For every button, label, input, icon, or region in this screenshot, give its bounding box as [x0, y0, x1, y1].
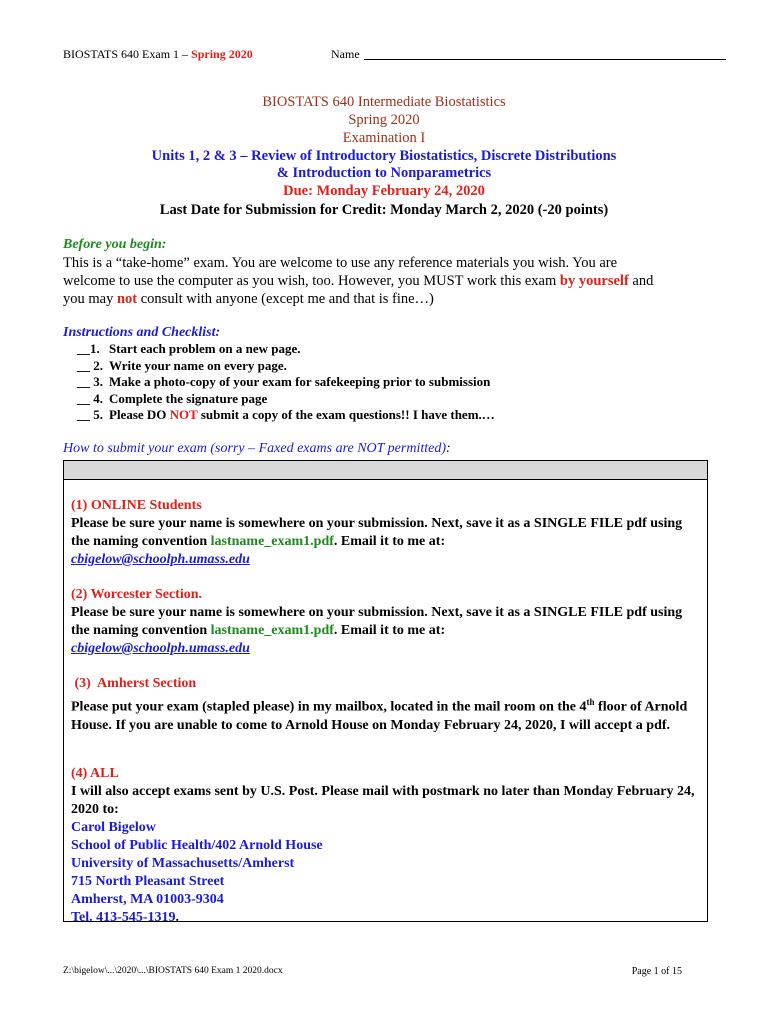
title-exam: Examination I — [342, 130, 426, 146]
checklist-number: __ 4. — [77, 390, 103, 406]
title-last-date: Last Date for Submission for Credit: Monday March 2, 2020 (-20 points) — [159, 202, 609, 218]
online-heading: (1) ONLINE Students — [71, 498, 202, 513]
worcester-email-link[interactable]: cbigelow@schoolph.umass.edu — [71, 641, 250, 656]
instructions-heading: Instructions and Checklist: — [63, 325, 221, 340]
checklist-item — [63, 341, 495, 358]
address-street: 715 North Pleasant Street — [71, 874, 225, 889]
worcester-heading: (2) Worcester Section. — [71, 587, 203, 602]
online-section — [71, 497, 701, 569]
online-text-b: . Email it to me at: — [333, 534, 446, 549]
online-filename: lastname_exam1.pdf — [210, 534, 334, 549]
address-tel-period: . — [175, 910, 179, 925]
checklist-number: __ 3. — [77, 374, 103, 390]
checklist-item — [63, 374, 495, 391]
title-units: Units 1, 2 & 3 – Review of Introductory Biostatistics, Discrete Distributions — [151, 148, 617, 164]
address-tel — [71, 909, 701, 927]
amherst-superscript: th — [586, 697, 595, 707]
amherst-instructions — [71, 693, 701, 735]
submission-box-header-band — [64, 461, 707, 480]
address-city: Amherst, MA 01003-9304 — [71, 892, 224, 907]
amherst-text-a: Please put your exam (stapled please) in my mailbox, located in the mail room on the 4 — [71, 699, 587, 715]
footer-file-path: Z:\bigelow\...\2020\...\BIOSTATS 640 Exam 1 2020.docx — [63, 966, 283, 976]
checklist — [63, 341, 495, 424]
submission-heading-colon: : — [446, 441, 451, 456]
online-email-link[interactable]: cbigelow@schoolph.umass.edu — [71, 552, 250, 567]
checklist-number: __ 5. — [77, 407, 103, 423]
online-instructions — [71, 515, 701, 551]
checklist-text: Write your name on every page. — [109, 357, 287, 373]
checklist-text: Complete the signature page — [109, 390, 268, 406]
checklist-item — [63, 407, 495, 424]
header-course: BIOSTATS 640 Exam 1 – — [63, 47, 189, 61]
address-tel-number: Tel. 413-545-1319 — [71, 910, 176, 925]
submission-box — [63, 460, 708, 925]
title-due-date: Due: Monday February 24, 2020 — [283, 183, 485, 199]
checklist-text: Start each problem on a new page. — [109, 341, 301, 356]
worcester-text-a: Please be sure your name is somewhere on your submission. Next, save it as a SINGLE FILE pdf using the naming convention — [71, 605, 683, 638]
address-name: Carol Bigelow — [71, 820, 156, 835]
address-university: University of Massachusetts/Amherst — [71, 856, 295, 871]
checklist-item — [63, 391, 495, 408]
all-section — [71, 765, 701, 927]
worcester-instructions — [71, 604, 701, 640]
checklist-number: __1. — [77, 341, 100, 356]
worcester-text-b: . Email it to me at: — [333, 623, 446, 638]
title-course: BIOSTATS 640 Intermediate Biostatistics — [262, 94, 506, 110]
online-text-a: Please be sure your name is somewhere on your submission. Next, save it as a SINGLE FILE pdf using the naming convention — [71, 516, 683, 549]
intro-text-a: This is a “take-home” exam. You are welcome to use any reference materials you wish. You are welcome to use the computer as you wish, too. However, you MUST work this exam — [63, 255, 618, 289]
name-blank-line — [364, 59, 726, 60]
title-semester: Spring 2020 — [348, 112, 420, 128]
intro-text-b: and you may — [63, 273, 654, 307]
worcester-section — [71, 586, 701, 658]
all-instructions: I will also accept exams sent by U.S. Post. Please mail with postmark no later than Monday February 24, 2020 to: — [71, 784, 695, 817]
checklist-text-cont: submit a copy of the exam questions!! I have them.… — [197, 407, 495, 423]
address-dept: School of Public Health/402 Arnold House — [71, 838, 323, 853]
submission-heading-text: How to submit your exam (sorry – Faxed exams are NOT permitted) — [63, 441, 447, 456]
intro-paragraph — [63, 254, 663, 308]
checklist-item — [63, 358, 495, 375]
submission-heading — [63, 441, 451, 457]
intro-text-c: consult with anyone (except me and that is fine…) — [137, 291, 434, 307]
worcester-filename: lastname_exam1.pdf — [210, 623, 334, 638]
header-semester: Spring 2020 — [191, 47, 253, 61]
checklist-emph-not: NOT — [169, 407, 198, 423]
before-heading: Before you begin: — [63, 237, 167, 252]
checklist-text: Please DO — [109, 407, 170, 423]
all-heading: (4) ALL — [71, 766, 119, 781]
title-units-cont: & Introduction to Nonparametrics — [276, 165, 492, 181]
checklist-number: __ 2. — [77, 357, 103, 373]
amherst-section — [71, 675, 701, 735]
intro-emph-yourself: by yourself — [559, 273, 629, 289]
amherst-heading: (3) Amherst Section — [71, 676, 197, 691]
amherst-text-b: floor of Arnold House. If you are unable to come to Arnold House on Monday February 24, 2020, I will accept a pdf. — [71, 699, 688, 733]
checklist-text: Make a photo-copy of your exam for safekeeping prior to submission — [109, 374, 491, 390]
intro-emph-not: not — [116, 291, 138, 307]
footer-page-number: Page 1 of 15 — [631, 966, 682, 977]
page-header — [63, 47, 683, 62]
name-label: Name — [331, 47, 360, 61]
